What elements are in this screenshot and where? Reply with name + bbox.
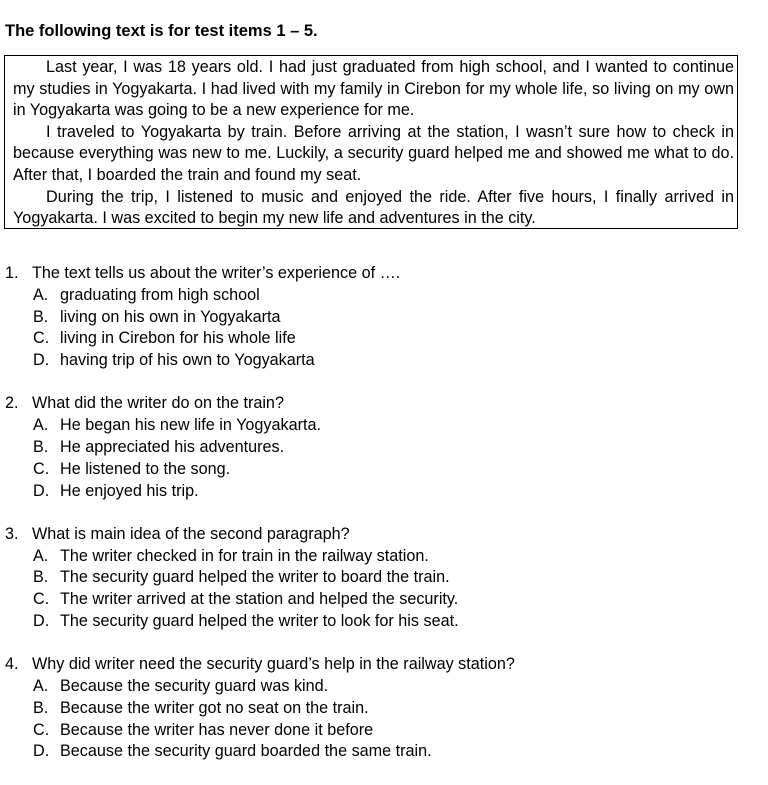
- option-letter: A.: [33, 676, 49, 695]
- option-letter: B.: [33, 568, 49, 587]
- question-text: The text tells us about the writer’s experience of ….: [32, 264, 401, 282]
- question-number: 4.: [5, 655, 19, 674]
- question-1-stem: [0, 263, 768, 285]
- option-list: [0, 415, 768, 502]
- passage-paragraph-1: Last year, I was 18 years old. I had just graduated from high school, and I wanted to continue my studies in Yogyakarta. I had lived with my family in Cirebon for my whole life, so living on my own in Yogyakarta was going to be a new experience for me.: [13, 58, 734, 120]
- question-text: What is main idea of the second paragraph?: [32, 524, 350, 543]
- option-d[interactable]: [0, 741, 768, 763]
- option-text: having trip of his own to Yogyakarta: [60, 351, 315, 370]
- option-text: He appreciated his adventures.: [60, 437, 285, 456]
- option-b[interactable]: [0, 698, 768, 720]
- option-text: Because the writer got no seat on the train.: [60, 698, 369, 717]
- option-a[interactable]: [0, 285, 768, 307]
- question-text: Why did writer need the security guard’s help in the railway station?: [32, 655, 515, 674]
- option-a[interactable]: [0, 546, 768, 568]
- option-d[interactable]: [0, 611, 768, 633]
- option-letter: A.: [33, 546, 49, 565]
- question-number: 3.: [5, 524, 19, 543]
- question-number: 1.: [5, 264, 19, 282]
- reading-passage: [4, 55, 738, 229]
- question-4: [0, 654, 768, 763]
- option-c[interactable]: [0, 720, 768, 742]
- option-text: living on his own in Yogyakarta: [60, 307, 281, 326]
- question-1: [0, 263, 768, 372]
- option-letter: A.: [33, 285, 49, 304]
- question-2: [0, 393, 768, 502]
- option-text: The writer arrived at the station and helped the security.: [60, 590, 459, 609]
- question-3-stem: [0, 524, 768, 546]
- option-text: living in Cirebon for his whole life: [60, 329, 296, 348]
- option-a[interactable]: [0, 415, 768, 437]
- option-letter: D.: [33, 481, 50, 500]
- option-b[interactable]: [0, 307, 768, 329]
- option-a[interactable]: [0, 676, 768, 698]
- option-d[interactable]: [0, 350, 768, 372]
- question-list: [0, 263, 768, 785]
- option-letter: B.: [33, 307, 49, 326]
- option-c[interactable]: [0, 459, 768, 481]
- passage-paragraph-3: During the trip, I listened to music and enjoyed the ride. After five hours, I finally arrived in Yogyakarta. I was excited to begin my new life and adventures in the city.: [13, 187, 734, 228]
- question-4-stem: [0, 654, 768, 676]
- option-text: The writer checked in for train in the railway station.: [60, 546, 429, 565]
- option-letter: D.: [33, 742, 50, 761]
- option-letter: D.: [33, 611, 50, 630]
- option-letter: B.: [33, 437, 49, 456]
- option-c[interactable]: [0, 589, 768, 611]
- option-letter: C.: [33, 720, 50, 739]
- passage-paragraph-2: I traveled to Yogyakarta by train. Before arriving at the station, I wasn’t sure how to check in because everything was new to me. Luckily, a security guard helped me and showed me what to do. After that, I boarded the train and found my seat.: [13, 122, 734, 184]
- option-letter: B.: [33, 698, 49, 717]
- option-c[interactable]: [0, 328, 768, 350]
- test-heading: The following text is for test items 1 – 5.: [5, 22, 318, 40]
- option-letter: C.: [33, 329, 50, 348]
- option-text: The security guard helped the writer to look for his seat.: [60, 611, 459, 630]
- option-text: Because the writer has never done it before: [60, 720, 374, 739]
- option-d[interactable]: [0, 481, 768, 503]
- option-text: He began his new life in Yogyakarta.: [60, 416, 321, 435]
- option-letter: A.: [33, 416, 49, 435]
- option-list: [0, 285, 768, 372]
- option-b[interactable]: [0, 567, 768, 589]
- option-list: [0, 676, 768, 763]
- option-letter: C.: [33, 590, 50, 609]
- option-text: He listened to the song.: [60, 459, 231, 478]
- option-letter: C.: [33, 459, 50, 478]
- option-list: [0, 546, 768, 633]
- option-letter: D.: [33, 351, 50, 370]
- option-b[interactable]: [0, 437, 768, 459]
- option-text: The security guard helped the writer to board the train.: [60, 568, 450, 587]
- option-text: Because the security guard boarded the same train.: [60, 742, 432, 761]
- option-text: Because the security guard was kind.: [60, 676, 329, 695]
- question-3: [0, 524, 768, 633]
- option-text: graduating from high school: [60, 285, 260, 304]
- question-number: 2.: [5, 394, 19, 413]
- option-text: He enjoyed his trip.: [60, 481, 199, 500]
- question-2-stem: [0, 393, 768, 415]
- question-text: What did the writer do on the train?: [32, 394, 284, 413]
